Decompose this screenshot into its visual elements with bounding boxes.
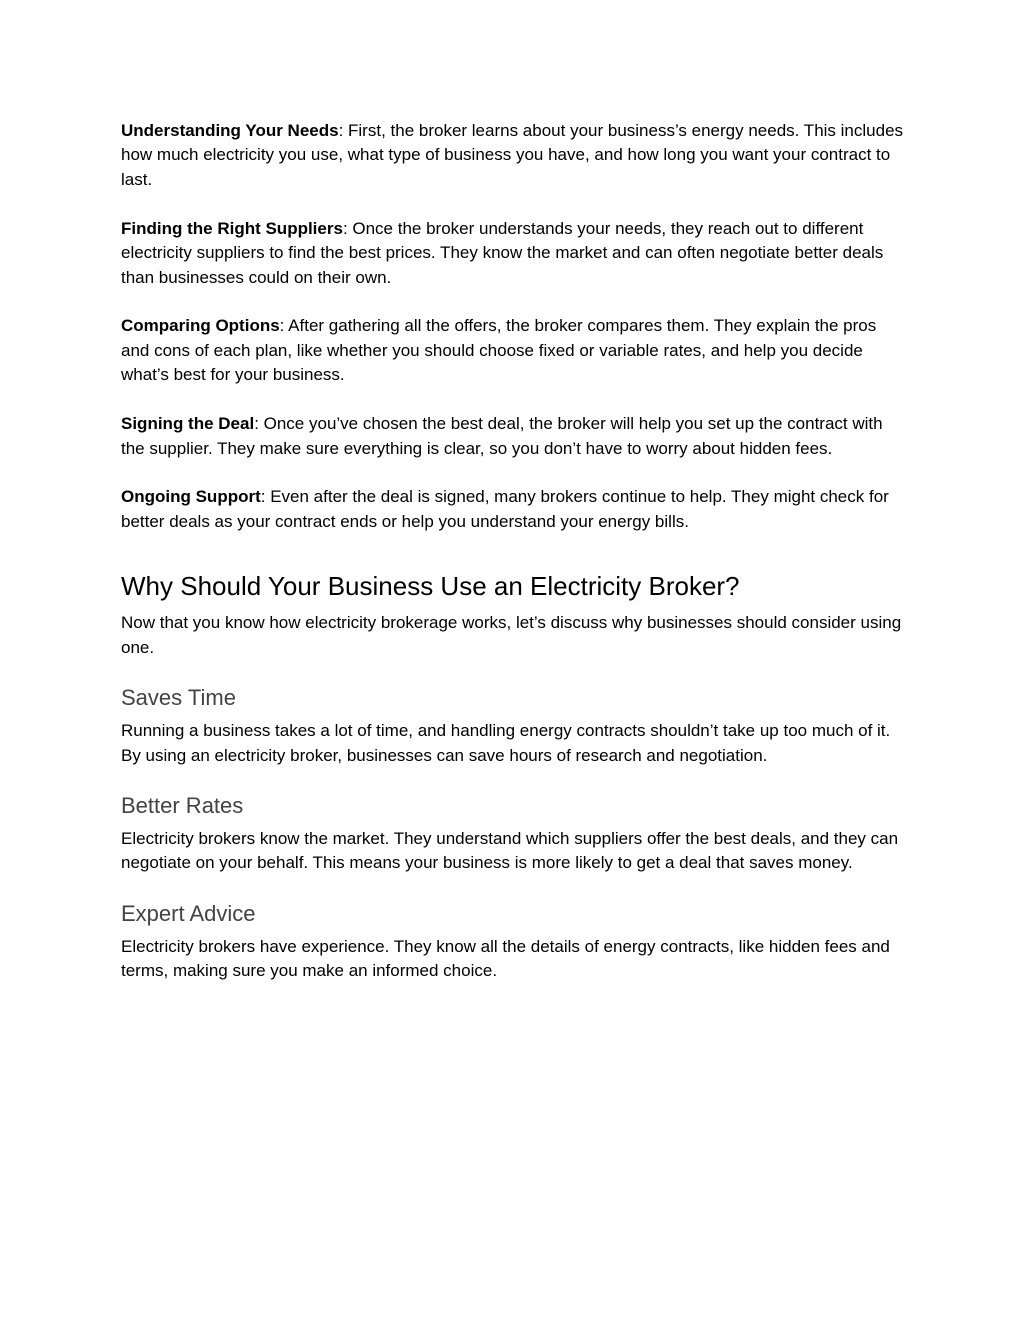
step-term: Signing the Deal [121, 414, 255, 434]
benefit-heading-expert-advice: Expert Advice [121, 900, 256, 926]
step-text: : Once you’ve chosen the best deal, the broker will help you set up the contract with the supplier. They make sure everything is clear, so you don’t have to worry about hidden fees. [121, 414, 883, 458]
section-intro: Now that you know how electricity brokerage works, let’s discuss why businesses should consider using one. [121, 613, 902, 657]
step-term: Understanding Your Needs [121, 121, 339, 140]
benefit-heading-saves-time: Saves Time [121, 685, 236, 711]
benefit-text-saves-time: Running a business takes a lot of time, and handling energy contracts shouldn’t take up too much of it. By using an electricity broker, businesses can save hours of research and negotiation. [121, 721, 891, 765]
step-understanding-needs [121, 119, 906, 192]
section-heading-why: Why Should Your Business Use an Electricity Broker? [121, 571, 740, 602]
benefit-text-expert-advice: Electricity brokers have experience. They know all the details of energy contracts, like hidden fees and terms, making sure you make an informed choice. [121, 936, 890, 981]
step-text: : After gathering all the offers, the broker compares them. They explain the pros and cons of each plan, like whether you should choose fixed or variable rates, and help you decide what’s best for your business. [121, 316, 877, 385]
step-term: Ongoing Support [121, 487, 261, 507]
step-term: Comparing Options [121, 316, 280, 336]
document-page [121, 119, 906, 984]
benefit-text-better-rates: Electricity brokers know the market. They understand which suppliers offer the best deals, and they can negotiate on your behalf. This means your business is more likely to get a deal that saves money. [121, 828, 899, 873]
step-signing-deal [121, 412, 906, 461]
step-finding-suppliers [121, 217, 906, 290]
step-ongoing-support [121, 485, 906, 534]
benefit-heading-better-rates: Better Rates [121, 792, 244, 818]
step-comparing-options [121, 314, 906, 387]
step-text: : First, the broker learns about your business’s energy needs. This includes how much electricity you use, what type of business you have, and how long you want your contract to last. [121, 121, 904, 189]
step-text: : Even after the deal is signed, many brokers continue to help. They might check for better deals as your contract ends or help you understand your energy bills. [121, 487, 889, 531]
step-term: Finding the Right Suppliers [121, 218, 343, 238]
step-text: : Once the broker understands your needs, they reach out to different electricity suppliers to find the best prices. They know the market and can often negotiate better deals than businesses could on their own. [121, 218, 884, 287]
broker-steps-list [121, 119, 906, 534]
